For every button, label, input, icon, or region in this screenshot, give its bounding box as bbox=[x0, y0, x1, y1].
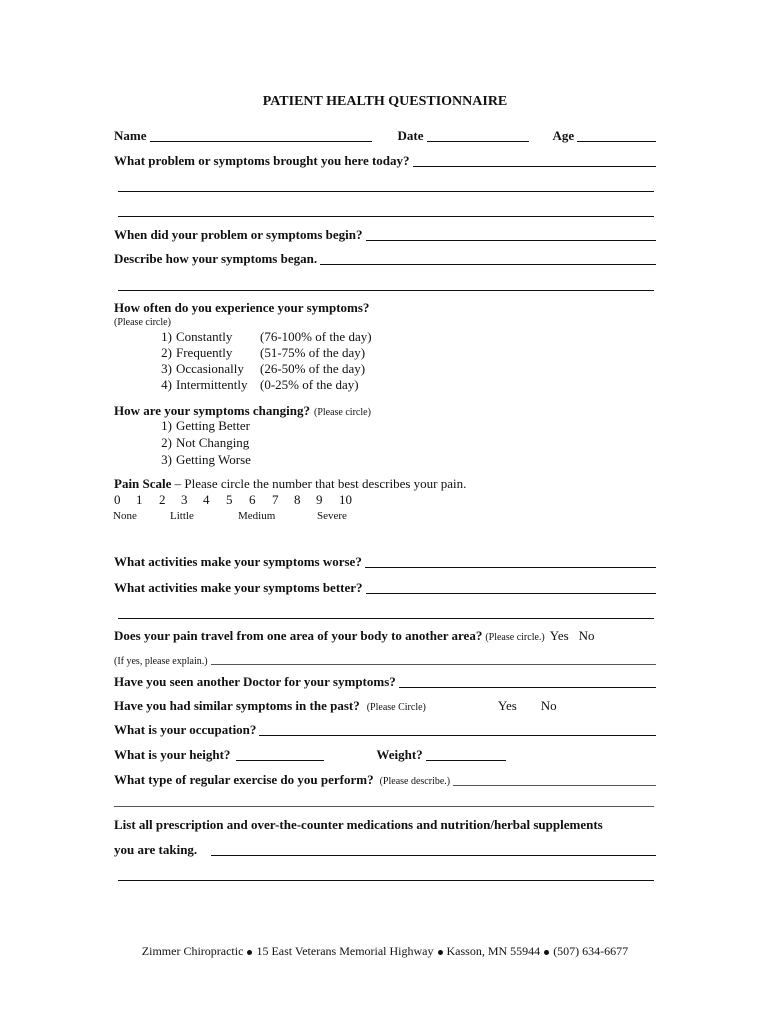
option-label: Occasionally bbox=[176, 361, 244, 376]
option-number: 3) bbox=[161, 452, 172, 467]
changing-note: (Please circle) bbox=[313, 407, 371, 418]
name-field[interactable] bbox=[150, 129, 372, 142]
pain-number[interactable]: 7 bbox=[272, 492, 279, 507]
explain-row bbox=[114, 654, 656, 667]
page-title: PATIENT HEALTH QUESTIONNAIRE bbox=[262, 94, 508, 109]
similar-no[interactable]: No bbox=[540, 698, 557, 713]
pain-number[interactable]: 3 bbox=[181, 492, 188, 507]
option-number: 1) bbox=[161, 418, 172, 433]
bullet-icon bbox=[544, 950, 549, 955]
pain-scale-instruction: – Please circle the number that best describes your pain. bbox=[171, 476, 467, 491]
problem-field[interactable] bbox=[413, 154, 656, 167]
explain-field[interactable] bbox=[211, 654, 656, 665]
travel-note: (Please circle.) bbox=[485, 632, 545, 643]
often-row bbox=[114, 300, 656, 316]
often-note: (Please circle) bbox=[114, 317, 171, 328]
pain-label: Severe bbox=[317, 510, 347, 522]
option-number: 2) bbox=[161, 345, 172, 360]
meds-question-line-2: you are taking. bbox=[114, 842, 198, 857]
option-number: 1) bbox=[161, 329, 172, 344]
changing-row bbox=[114, 403, 656, 419]
describe-question: Describe how your symptoms began. bbox=[114, 251, 318, 266]
worse-row bbox=[114, 554, 656, 570]
pain-scale-row bbox=[114, 476, 656, 492]
frequency-option[interactable] bbox=[158, 329, 372, 345]
age-label: Age bbox=[552, 128, 575, 143]
option-number: 2) bbox=[161, 435, 172, 450]
describe-row bbox=[114, 251, 656, 267]
changing-question: How are your symptoms changing? bbox=[114, 403, 310, 418]
pain-scale-label: Pain Scale bbox=[114, 476, 172, 491]
footer-clinic-name: Zimmer Chiropractic bbox=[141, 944, 244, 958]
describe-line-2[interactable] bbox=[118, 290, 654, 291]
option-label: Constantly bbox=[176, 329, 233, 344]
bullet-icon bbox=[438, 950, 443, 955]
changing-option[interactable] bbox=[158, 418, 250, 434]
option-number: 3) bbox=[161, 361, 172, 376]
begin-field[interactable] bbox=[366, 228, 657, 241]
problem-question: What problem or symptoms brought you here today? bbox=[114, 153, 410, 168]
meds-row-2 bbox=[114, 842, 656, 858]
changing-option[interactable] bbox=[158, 435, 249, 451]
meds-field[interactable] bbox=[211, 843, 656, 856]
meds-row-1 bbox=[114, 817, 656, 833]
similar-row bbox=[114, 698, 656, 714]
travel-yes[interactable]: Yes bbox=[549, 628, 569, 643]
better-field[interactable] bbox=[366, 581, 656, 594]
exercise-question: What type of regular exercise do you perform? bbox=[114, 772, 374, 787]
footer-phone: (507) 634-6677 bbox=[553, 944, 629, 958]
pain-label: None bbox=[113, 510, 137, 522]
similar-question: Have you had similar symptoms in the past? bbox=[114, 698, 360, 713]
pain-number[interactable]: 6 bbox=[249, 492, 256, 507]
travel-question: Does your pain travel from one area of your body to another area? bbox=[114, 628, 483, 643]
describe-field[interactable] bbox=[320, 252, 656, 265]
option-label: Getting Worse bbox=[176, 452, 251, 467]
changing-option[interactable] bbox=[158, 452, 251, 468]
pain-number[interactable]: 0 bbox=[114, 492, 121, 507]
pain-number[interactable]: 4 bbox=[203, 492, 210, 507]
pain-label: Medium bbox=[238, 510, 276, 522]
frequency-option[interactable] bbox=[158, 345, 365, 361]
exercise-field[interactable] bbox=[453, 775, 656, 786]
doctor-question: Have you seen another Doctor for your symptoms? bbox=[114, 674, 396, 689]
option-label: Not Changing bbox=[176, 435, 250, 450]
pain-number[interactable]: 1 bbox=[136, 492, 143, 507]
travel-no[interactable]: No bbox=[578, 628, 595, 643]
worse-question: What activities make your symptoms worse? bbox=[114, 554, 362, 569]
occupation-row bbox=[114, 722, 656, 738]
height-field[interactable] bbox=[236, 748, 324, 761]
option-range: (51-75% of the day) bbox=[260, 345, 366, 360]
similar-note: (Please Circle) bbox=[366, 702, 426, 713]
option-range: (0-25% of the day) bbox=[260, 377, 359, 392]
better-row bbox=[114, 580, 656, 596]
footer-address: 15 East Veterans Memorial Highway bbox=[256, 944, 434, 958]
pain-number[interactable]: 2 bbox=[159, 492, 166, 507]
problem-line-3[interactable] bbox=[118, 216, 654, 217]
option-label: Frequently bbox=[176, 345, 233, 360]
frequency-option[interactable] bbox=[158, 361, 365, 377]
better-question: What activities make your symptoms better? bbox=[114, 580, 363, 595]
better-line-2[interactable] bbox=[118, 618, 654, 619]
bullet-icon bbox=[247, 950, 252, 955]
pain-label: Little bbox=[170, 510, 194, 522]
header-row bbox=[114, 128, 656, 144]
worse-field[interactable] bbox=[365, 555, 656, 568]
similar-yes[interactable]: Yes bbox=[497, 698, 517, 713]
occupation-field[interactable] bbox=[259, 723, 656, 736]
footer bbox=[0, 944, 770, 959]
weight-question: Weight? bbox=[376, 747, 423, 762]
begin-question: When did your problem or symptoms begin? bbox=[114, 227, 363, 242]
height-weight-row bbox=[114, 747, 656, 763]
height-question: What is your height? bbox=[114, 747, 231, 762]
option-label: Intermittently bbox=[176, 377, 248, 392]
name-label: Name bbox=[114, 128, 147, 143]
occupation-question: What is your occupation? bbox=[114, 722, 257, 737]
doctor-row bbox=[114, 674, 656, 690]
begin-row bbox=[114, 227, 656, 243]
age-field[interactable] bbox=[577, 129, 656, 142]
problem-line-2[interactable] bbox=[118, 191, 654, 192]
pain-number[interactable]: 9 bbox=[316, 492, 323, 507]
meds-line-2[interactable] bbox=[118, 880, 654, 881]
option-range: (76-100% of the day) bbox=[260, 329, 372, 344]
footer-city: Kasson, MN 55944 bbox=[446, 944, 541, 958]
date-label: Date bbox=[397, 128, 424, 143]
option-range: (26-50% of the day) bbox=[260, 361, 366, 376]
pain-number[interactable]: 5 bbox=[226, 492, 233, 507]
exercise-row bbox=[114, 772, 656, 788]
exercise-note: (Please describe.) bbox=[379, 776, 451, 787]
option-number: 4) bbox=[161, 377, 172, 392]
option-label: Getting Better bbox=[176, 418, 251, 433]
date-field[interactable] bbox=[427, 129, 529, 142]
pain-number[interactable]: 8 bbox=[294, 492, 301, 507]
doctor-field[interactable] bbox=[399, 675, 656, 688]
exercise-line-2[interactable] bbox=[114, 806, 654, 807]
travel-row bbox=[114, 628, 656, 644]
often-question: How often do you experience your symptoms? bbox=[114, 300, 370, 315]
pain-number[interactable]: 10 bbox=[339, 492, 352, 507]
meds-question-line-1: List all prescription and over-the-counter medications and nutrition/herbal supplements bbox=[114, 817, 603, 832]
explain-note: (If yes, please explain.) bbox=[114, 656, 208, 667]
frequency-option[interactable] bbox=[158, 377, 359, 393]
weight-field[interactable] bbox=[426, 748, 506, 761]
problem-row bbox=[114, 153, 656, 169]
